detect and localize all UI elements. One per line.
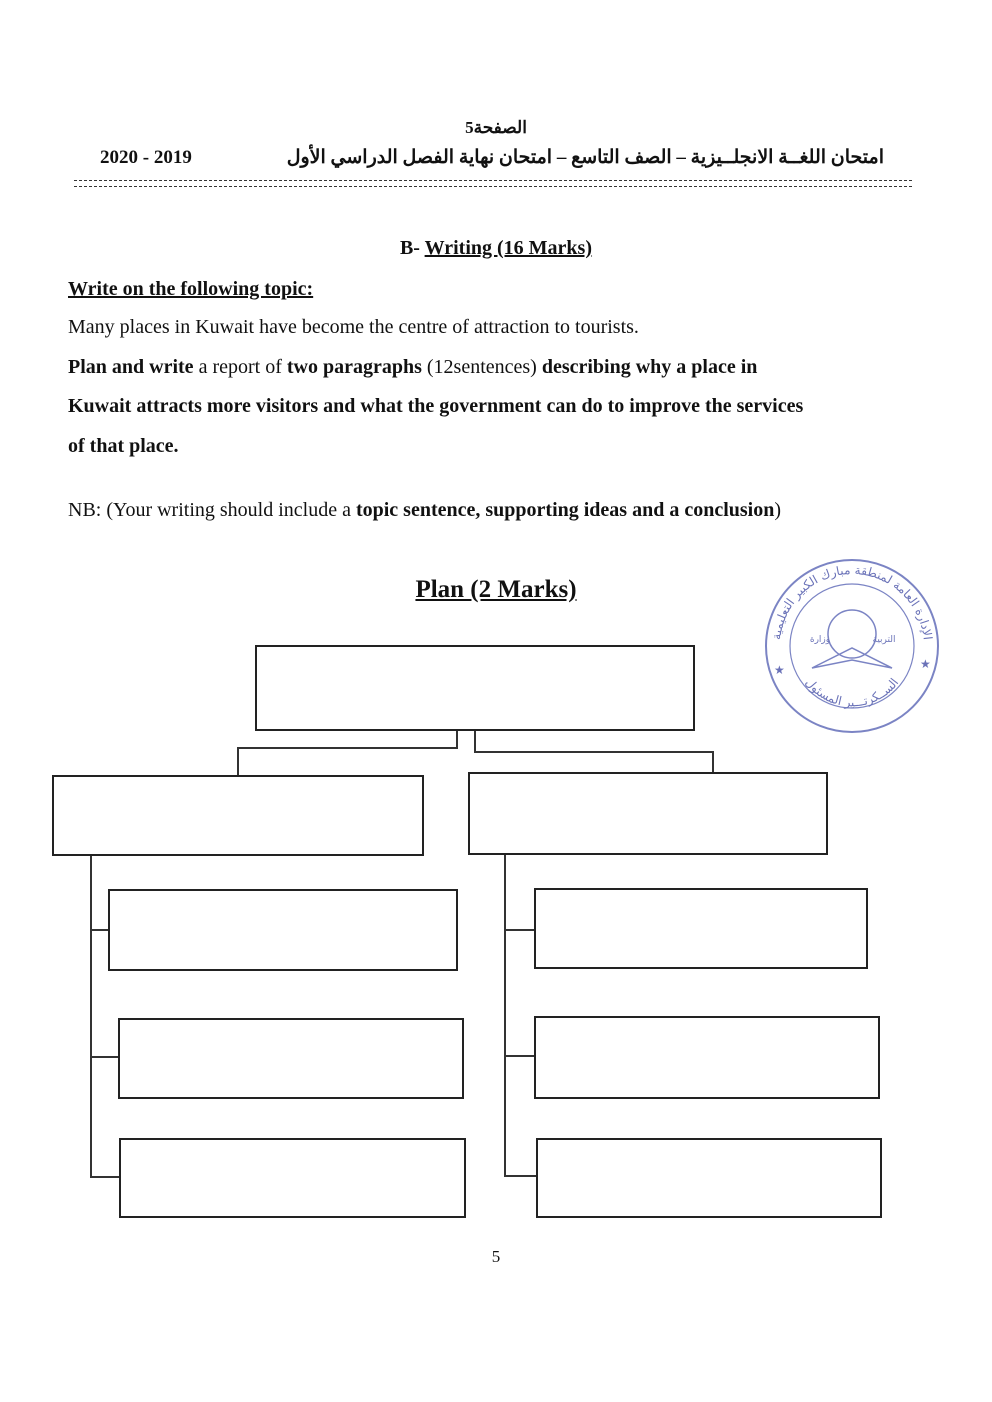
exam-title: امتحان اللغــة الانجلــيزية – الصف التاسع – امتحان نهاية الفصل الدراسي الأول [286, 147, 884, 168]
task-bold-1: Plan and write [68, 356, 194, 378]
stamp-left-text: وزارة [809, 635, 831, 645]
plan-right-detail-box-3[interactable] [536, 1138, 882, 1218]
task-line-3: of that place. [68, 435, 179, 457]
note-text-2: ) [774, 499, 782, 521]
instruction-heading: Write on the following topic: [68, 278, 314, 300]
connector [504, 1175, 537, 1177]
page-label: الصفحة5 [465, 118, 527, 137]
connector [504, 929, 535, 931]
plan-title: Plan (2 Marks) [415, 576, 577, 603]
task-line-2: Kuwait attracts more visitors and what the government can do to improve the services [68, 395, 804, 417]
exam-year: 2020 - 2019 [100, 147, 192, 168]
section-heading [0, 237, 992, 260]
connector [90, 856, 92, 1178]
plan-left-detail-box-2[interactable] [118, 1018, 464, 1099]
task-bold-2: two paragraphs [286, 356, 422, 378]
stamp-right-text: التربية [872, 635, 896, 645]
connector [90, 1176, 120, 1178]
stamp-star-left-icon: ★ [774, 663, 785, 677]
note-text-1: NB: (Your writing should include a [68, 499, 356, 521]
plan-right-box[interactable] [468, 772, 828, 855]
stamp-emblem-icon [828, 610, 876, 658]
topic-sentence: Many places in Kuwait have become the centre of attraction to tourists. [68, 316, 639, 338]
stamp-bottom-text: الســكرتـــير المسئول [802, 675, 902, 710]
task-text-2: (12sentences) [421, 356, 542, 378]
stamp-outer-text: الإدارة العامة لمنطقة مبارك الكبير التعليمية [769, 562, 935, 641]
plan-right-detail-box-1[interactable] [534, 888, 868, 969]
connector [474, 731, 476, 753]
note-bold: topic sentence, supporting ideas and a conclusion [355, 499, 775, 521]
stamp-star-right-icon: ★ [920, 657, 931, 671]
connector [237, 747, 239, 775]
connector [237, 747, 458, 749]
header-divider [74, 180, 912, 187]
official-stamp [760, 556, 944, 736]
section-prefix: B- [399, 237, 425, 259]
page-number: 5 [491, 1247, 501, 1266]
plan-left-box[interactable] [52, 775, 424, 856]
task-bold-3: describing why a place in [541, 356, 758, 378]
plan-main-box[interactable] [255, 645, 695, 731]
connector [90, 929, 109, 931]
note-line [68, 499, 781, 522]
connector [90, 1056, 119, 1058]
task-text-1: a report of [193, 356, 287, 378]
task-line-1 [68, 356, 757, 379]
connector [712, 751, 714, 773]
section-title: Writing (16 Marks) [424, 237, 593, 259]
connector [504, 855, 506, 1177]
connector [504, 1055, 535, 1057]
connector [474, 751, 713, 753]
plan-left-detail-box-1[interactable] [108, 889, 458, 971]
plan-right-detail-box-2[interactable] [534, 1016, 880, 1099]
plan-left-detail-box-3[interactable] [119, 1138, 466, 1218]
